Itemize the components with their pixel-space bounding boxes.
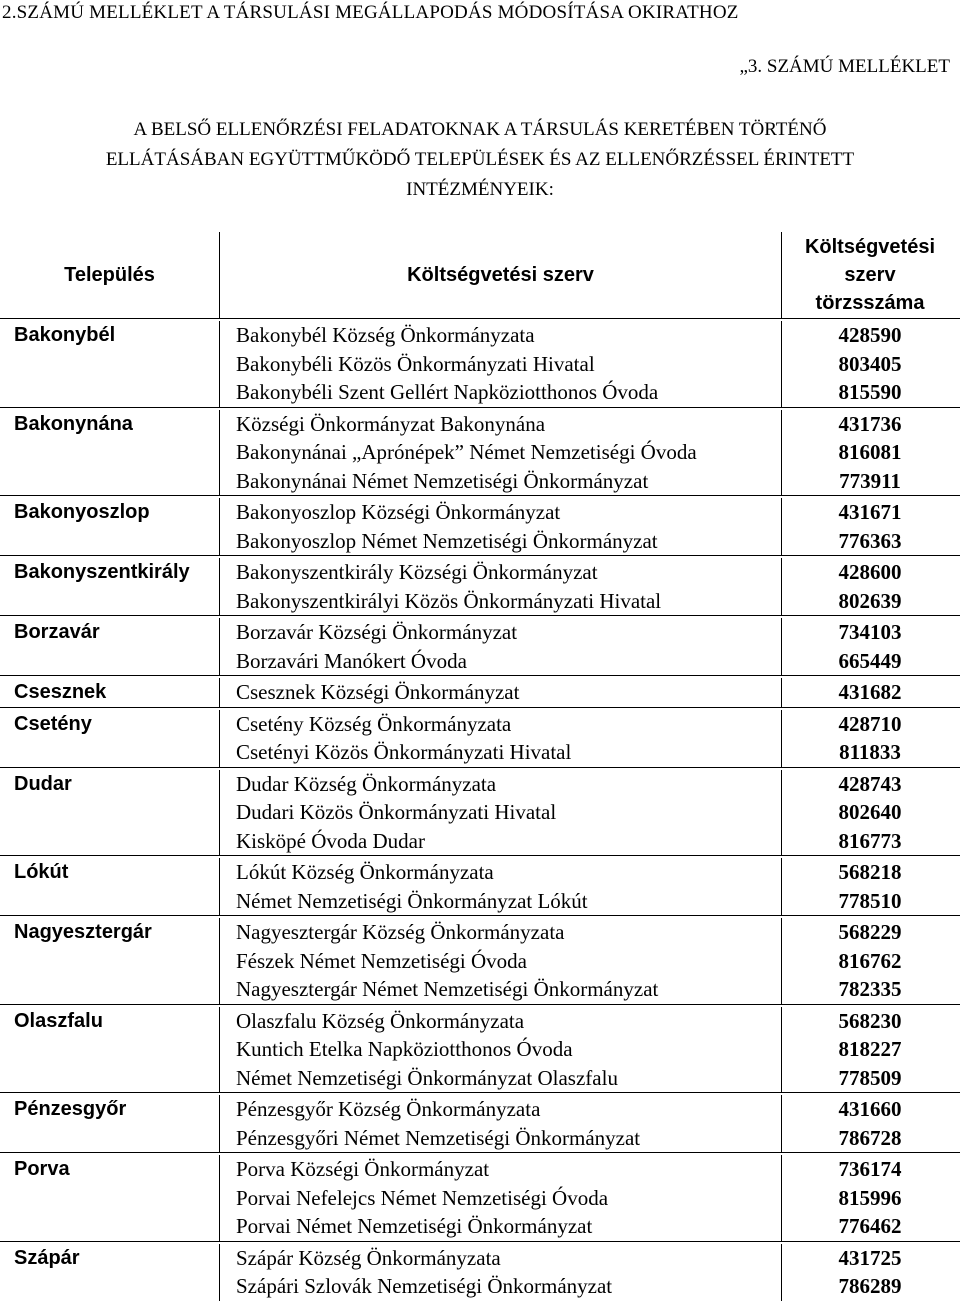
institution-name: Kisköpé Óvoda Dudar [236, 828, 425, 853]
table-row [0, 615, 960, 675]
institution-cell [220, 498, 782, 555]
settlement-cell: Borzavár [0, 618, 220, 675]
institution-name: Dudar Község Önkormányzata [236, 771, 497, 796]
registration-number: 665449 [838, 648, 902, 673]
heading-line-3: INTÉZMÉNYEIK: [406, 179, 554, 200]
institution-name: Bakonynánai „Aprónépek” Német Nemzetiségi Óvoda [236, 440, 697, 464]
registration-number: 811833 [839, 740, 901, 764]
registration-number-cell [782, 1244, 958, 1301]
registration-number: 802640 [838, 800, 902, 824]
institution-cell [220, 410, 782, 496]
header-settlement: Település [0, 232, 220, 318]
institution-cell [220, 858, 782, 915]
registration-number: 428743 [838, 771, 902, 796]
registration-number: 734103 [838, 620, 902, 644]
institution-name: Csetény Község Önkormányzata [236, 711, 512, 736]
institution-name: Borzavár Községi Önkormányzat [236, 620, 518, 644]
table-row [0, 495, 960, 555]
registration-number-cell [782, 558, 958, 615]
registration-number: 816773 [838, 828, 902, 853]
institution-name: Német Nemzetiségi Önkormányzat Lókút [236, 888, 588, 913]
table-row [0, 1152, 960, 1241]
institution-name: Borzavári Manókert Óvoda [236, 648, 467, 673]
institution-name: Bakonybéli Szent Gellért Napköziotthonos Óvoda [236, 380, 659, 404]
settlement-cell: Olaszfalu [0, 1007, 220, 1093]
heading-line-1: A BELSŐ ELLENŐRZÉSI FELADATOKNAK A TÁRSULÁS KERETÉBEN TÖRTÉNŐ [133, 119, 827, 140]
registration-number: 431725 [838, 1245, 902, 1270]
registration-number: 428590 [838, 323, 902, 347]
registration-number: 428600 [838, 560, 902, 584]
institution-name: Csetényi Közös Önkormányzati Hivatal [236, 740, 572, 764]
annex-label: „3. SZÁMÚ MELLÉKLET [739, 56, 950, 77]
institution-name: Nagyesztergár Német Nemzetiségi Önkormányzat [236, 977, 659, 1001]
registration-number: 778509 [838, 1065, 902, 1090]
institution-name: Fészek Német Nemzetiségi Óvoda [236, 948, 527, 973]
settlement-cell: Bakonynána [0, 410, 220, 496]
institution-name: Szápári Szlovák Nemzetiségi Önkormányzat [236, 1274, 613, 1298]
registration-number: 778510 [838, 888, 902, 913]
registration-number: 816081 [838, 440, 902, 464]
institution-cell [220, 710, 782, 767]
registration-number-cell [782, 1007, 958, 1093]
table-header [0, 232, 960, 318]
header-reg-line-3: törzsszáma [815, 292, 925, 314]
institution-cell [220, 558, 782, 615]
settlement-cell: Csetény [0, 710, 220, 767]
settlement-cell: Nagyesztergár [0, 918, 220, 1004]
registration-number-cell [782, 1155, 958, 1241]
table-row [0, 318, 960, 407]
registration-number-cell [782, 710, 958, 767]
settlement-cell: Porva [0, 1155, 220, 1241]
institution-cell [220, 321, 782, 407]
registration-number-cell [782, 498, 958, 555]
settlement-cell: Bakonyoszlop [0, 498, 220, 555]
registration-number-cell [782, 321, 958, 407]
registration-number-cell [782, 770, 958, 856]
institution-name: Bakonybéli Közös Önkormányzati Hivatal [236, 351, 595, 376]
registration-number-cell [782, 918, 958, 1004]
settlement-cell: Dudar [0, 770, 220, 856]
registration-number-cell [782, 410, 958, 496]
settlement-cell: Lókút [0, 858, 220, 915]
registration-number: 803405 [838, 351, 902, 376]
institution-name: Bakonyoszlop Német Nemzetiségi Önkormányzat [236, 528, 658, 553]
institution-name: Porvai Nefelejcs Német Nemzetiségi Óvoda [236, 1185, 609, 1210]
institution-name: Csesznek Községi Önkormányzat [236, 680, 520, 704]
heading-line-2: ELLÁTÁSÁBAN EGYÜTTMŰKÖDŐ TELEPÜLÉSEK ÉS AZ ELLENŐRZÉSSEL ÉRINTETT [105, 149, 855, 170]
institution-name: Bakonyszentkirály Községi Önkormányzat [236, 560, 598, 584]
institution-cell [220, 1244, 782, 1301]
registration-number: 428710 [838, 711, 902, 736]
document-heading [0, 115, 960, 205]
registration-number: 431660 [838, 1097, 902, 1121]
institution-name: Szápár Község Önkormányzata [236, 1245, 501, 1270]
table-row [0, 555, 960, 615]
table-row [0, 1241, 960, 1301]
institution-name: Nagyesztergár Község Önkormányzata [236, 920, 565, 944]
registration-number-cell [782, 1095, 958, 1152]
registration-number: 782335 [838, 977, 902, 1001]
registration-number: 568218 [838, 860, 902, 884]
document-top-title: 2.SZÁMÚ MELLÉKLET A TÁRSULÁSI MEGÁLLAPODÁS MÓDOSÍTÁSA OKIRATHOZ [2, 2, 739, 23]
registration-number: 431736 [838, 411, 902, 436]
registration-number: 802639 [838, 588, 902, 613]
registration-number-cell [782, 618, 958, 675]
registration-number: 736174 [838, 1157, 902, 1181]
registration-number-cell [782, 858, 958, 915]
header-institution: Költségvetési szerv [220, 232, 782, 318]
table-row [0, 915, 960, 1004]
registration-number: 786289 [838, 1274, 902, 1298]
table-row [0, 407, 960, 496]
table-row [0, 855, 960, 915]
registration-number-cell [782, 678, 958, 707]
table-row [0, 1004, 960, 1093]
registration-number: 776462 [838, 1214, 902, 1238]
institution-name: Lókút Község Önkormányzata [236, 860, 494, 884]
settlement-cell: Szápár [0, 1244, 220, 1301]
header-reg-line-1: Költségvetési [804, 236, 936, 258]
institution-cell [220, 618, 782, 675]
institution-name: Dudari Közös Önkormányzati Hivatal [236, 800, 557, 824]
registration-number: 816762 [838, 948, 902, 973]
registration-number: 568229 [838, 920, 902, 944]
settlement-cell: Pénzesgyőr [0, 1095, 220, 1152]
registration-number: 431671 [838, 500, 902, 524]
institution-cell [220, 770, 782, 856]
registration-number: 568230 [838, 1008, 902, 1033]
institution-name: Pénzesgyőr Község Önkormányzata [236, 1097, 541, 1121]
registration-number: 776363 [838, 528, 902, 553]
institution-name: Bakonyoszlop Községi Önkormányzat [236, 500, 561, 524]
header-registration-number [782, 232, 958, 318]
institution-name: Községi Önkormányzat Bakonynána [236, 411, 546, 436]
institution-name: Porvai Német Nemzetiségi Önkormányzat [236, 1214, 593, 1238]
table-row [0, 1092, 960, 1152]
header-reg-line-2: szerv [844, 264, 896, 286]
settlement-cell: Csesznek [0, 678, 220, 707]
registration-number: 431682 [838, 680, 902, 704]
registration-number: 818227 [838, 1037, 902, 1061]
institution-cell [220, 1095, 782, 1152]
settlement-cell: Bakonyszentkirály [0, 558, 220, 615]
table-body [0, 318, 960, 1301]
registration-number: 773911 [839, 468, 901, 493]
institution-cell [220, 1155, 782, 1241]
institution-name: Pénzesgyőri Német Nemzetiségi Önkormányzat [236, 1125, 641, 1150]
settlement-cell: Bakonybél [0, 321, 220, 407]
institution-name: Német Nemzetiségi Önkormányzat Olaszfalu [236, 1065, 618, 1090]
institution-cell [220, 678, 782, 707]
institution-name: Bakonyszentkirályi Közös Önkormányzati Hivatal [236, 588, 662, 613]
institutions-table [0, 232, 960, 1301]
registration-number: 786728 [838, 1125, 902, 1150]
registration-number: 815590 [838, 380, 902, 404]
institution-cell [220, 918, 782, 1004]
table-row [0, 675, 960, 707]
institution-name: Porva Községi Önkormányzat [236, 1157, 490, 1181]
institution-name: Bakonynánai Német Nemzetiségi Önkormányzat [236, 468, 649, 493]
institution-name: Bakonybél Község Önkormányzata [236, 323, 535, 347]
table-row [0, 767, 960, 856]
registration-number: 815996 [838, 1185, 902, 1210]
table-row [0, 707, 960, 767]
institution-name: Kuntich Etelka Napköziotthonos Óvoda [236, 1037, 573, 1061]
institution-cell [220, 1007, 782, 1093]
institution-name: Olaszfalu Község Önkormányzata [236, 1008, 525, 1033]
